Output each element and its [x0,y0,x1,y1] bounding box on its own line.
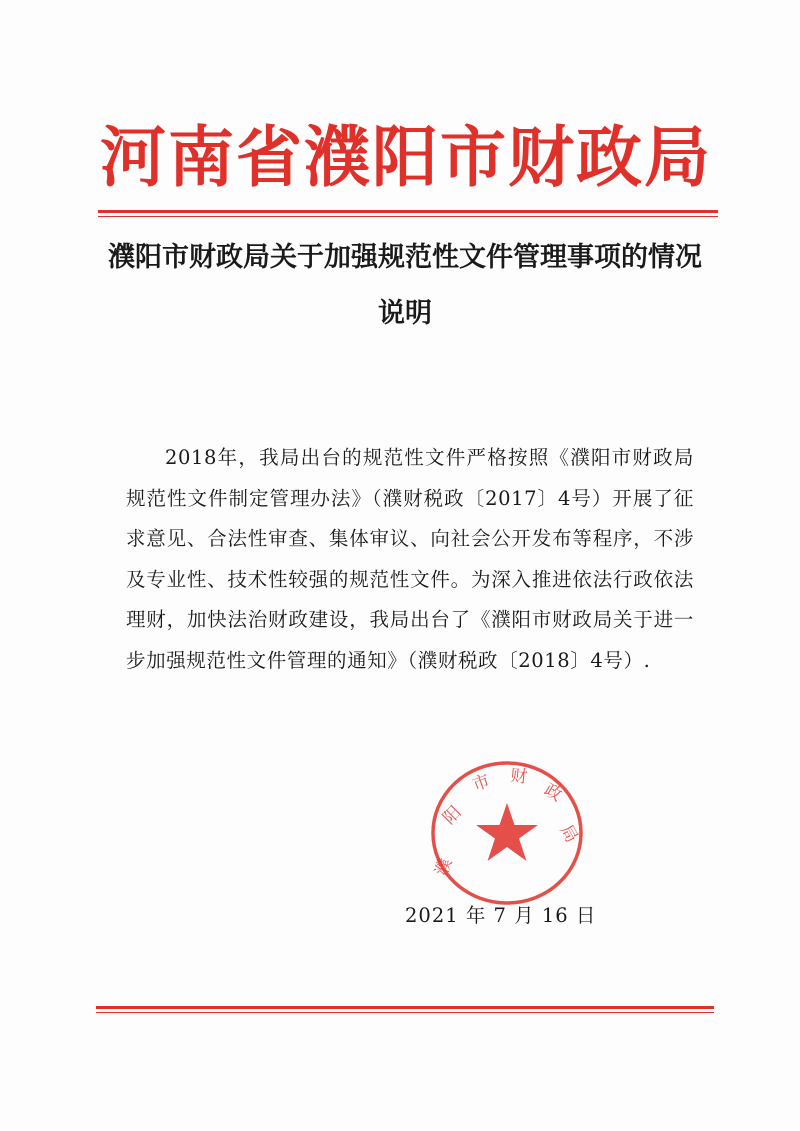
official-seal-stamp [428,757,586,909]
document-body-paragraph: 2018年，我局出台的规范性文件严格按照《濮阳市财政局规范性文件制定管理办法》（濮财税政〔2017〕4号）开展了征求意见、合法性审查、集体审议、向社会公开发布等程序，不涉及专业性、技术性较强的规范性文件。为深入推进依法行政依法理财，加快法治财政建设，我局出台了《濮阳市财政局关于进一步加强规范性文件管理的通知》（濮财税政〔2018〕4号）. [126,446,694,672]
svg-text:阳: 阳 [439,802,466,829]
document-date: 2021 年 7 月 16 日 [405,904,597,927]
svg-text:财: 财 [509,766,529,788]
svg-text:濮: 濮 [431,855,457,879]
document-title: 濮阳市财政局关于加强规范性文件管理事项的情况说明 [108,242,702,329]
svg-text:政: 政 [540,780,566,806]
footer-divider-thin [96,1012,714,1013]
svg-text:局: 局 [555,821,582,847]
header-divider [98,210,718,213]
issuing-organization-header: 河南省濮阳市财政局 [100,118,712,196]
footer-divider [96,1006,714,1009]
header-divider-thin [98,216,718,217]
svg-text:市: 市 [469,771,493,796]
